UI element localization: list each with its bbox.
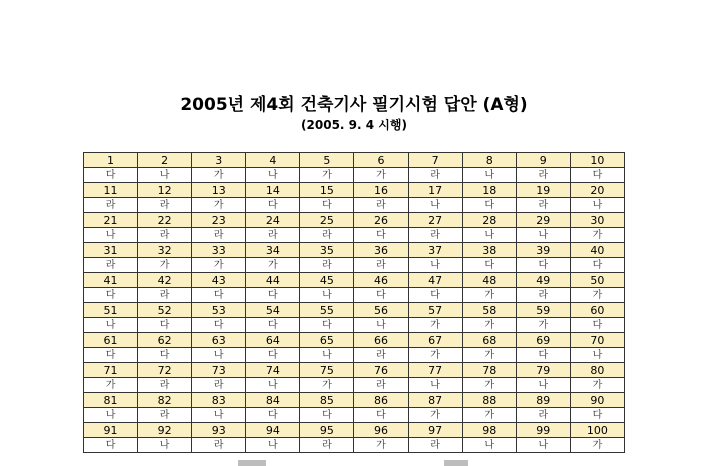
question-number-cell: 25 <box>300 213 354 228</box>
question-number-cell: 98 <box>462 423 516 438</box>
question-number-cell: 85 <box>300 393 354 408</box>
question-number-cell: 86 <box>354 393 408 408</box>
answer-cell: 다 <box>462 258 516 273</box>
question-number-cell: 38 <box>462 243 516 258</box>
answer-cell: 나 <box>462 168 516 183</box>
question-number-cell: 66 <box>354 333 408 348</box>
exam-date: (2005. 9. 4 시행) <box>301 118 407 132</box>
answer-cell: 가 <box>570 228 624 243</box>
question-number-cell: 4 <box>246 153 300 168</box>
question-number-cell: 51 <box>84 303 138 318</box>
question-number-cell: 44 <box>246 273 300 288</box>
answer-cell: 다 <box>570 168 624 183</box>
answer-cell: 나 <box>84 318 138 333</box>
question-number-cell: 31 <box>84 243 138 258</box>
question-number-row <box>84 273 625 288</box>
answer-cell: 나 <box>570 198 624 213</box>
answer-cell: 가 <box>84 378 138 393</box>
question-number-cell: 91 <box>84 423 138 438</box>
question-number-cell: 55 <box>300 303 354 318</box>
answer-table <box>83 152 625 453</box>
question-number-cell: 26 <box>354 213 408 228</box>
answer-cell: 가 <box>354 168 408 183</box>
answer-cell: 나 <box>192 348 246 363</box>
answer-cell: 다 <box>246 348 300 363</box>
question-number-cell: 18 <box>462 183 516 198</box>
answer-cell: 다 <box>246 198 300 213</box>
question-number-cell: 81 <box>84 393 138 408</box>
question-number-row <box>84 393 625 408</box>
answer-cell: 라 <box>84 198 138 213</box>
answer-cell: 라 <box>192 438 246 453</box>
question-number-cell: 14 <box>246 183 300 198</box>
answer-cell: 다 <box>354 408 408 423</box>
question-number-cell: 94 <box>246 423 300 438</box>
answer-cell: 가 <box>354 438 408 453</box>
answer-cell: 나 <box>138 438 192 453</box>
answer-cell: 라 <box>354 258 408 273</box>
answer-cell: 다 <box>300 318 354 333</box>
answer-cell: 다 <box>138 348 192 363</box>
question-number-cell: 1 <box>84 153 138 168</box>
answer-cell: 라 <box>408 228 462 243</box>
question-number-cell: 96 <box>354 423 408 438</box>
question-number-cell: 3 <box>192 153 246 168</box>
answer-cell: 라 <box>516 288 570 303</box>
question-number-cell: 74 <box>246 363 300 378</box>
footer-mark-left <box>238 460 266 466</box>
answer-cell: 나 <box>84 408 138 423</box>
answer-cell: 나 <box>138 168 192 183</box>
question-number-cell: 63 <box>192 333 246 348</box>
question-number-cell: 36 <box>354 243 408 258</box>
answer-cell: 다 <box>570 318 624 333</box>
answer-cell: 나 <box>192 408 246 423</box>
question-number-cell: 65 <box>300 333 354 348</box>
answer-cell: 라 <box>84 258 138 273</box>
answer-cell: 가 <box>462 318 516 333</box>
answer-cell: 라 <box>354 378 408 393</box>
question-number-cell: 22 <box>138 213 192 228</box>
answer-cell: 가 <box>408 348 462 363</box>
answer-cell: 나 <box>408 378 462 393</box>
answer-cell: 가 <box>570 378 624 393</box>
question-number-cell: 100 <box>570 423 624 438</box>
question-number-row <box>84 183 625 198</box>
question-number-cell: 56 <box>354 303 408 318</box>
question-number-cell: 59 <box>516 303 570 318</box>
question-number-cell: 35 <box>300 243 354 258</box>
answer-cell: 다 <box>300 408 354 423</box>
question-number-cell: 15 <box>300 183 354 198</box>
answer-cell: 다 <box>570 258 624 273</box>
answer-cell: 라 <box>408 438 462 453</box>
answer-cell: 가 <box>462 288 516 303</box>
question-number-cell: 12 <box>138 183 192 198</box>
question-number-cell: 48 <box>462 273 516 288</box>
question-number-cell: 76 <box>354 363 408 378</box>
answer-cell: 라 <box>300 438 354 453</box>
answer-cell: 가 <box>408 318 462 333</box>
question-number-cell: 45 <box>300 273 354 288</box>
question-number-cell: 72 <box>138 363 192 378</box>
question-number-cell: 80 <box>570 363 624 378</box>
answer-cell: 나 <box>246 168 300 183</box>
question-number-cell: 99 <box>516 423 570 438</box>
answer-cell: 나 <box>516 438 570 453</box>
answer-cell: 라 <box>192 228 246 243</box>
question-number-cell: 53 <box>192 303 246 318</box>
question-number-cell: 46 <box>354 273 408 288</box>
question-number-cell: 27 <box>408 213 462 228</box>
answer-cell: 라 <box>138 198 192 213</box>
question-number-cell: 54 <box>246 303 300 318</box>
answer-cell: 라 <box>516 408 570 423</box>
question-number-cell: 70 <box>570 333 624 348</box>
answer-cell: 라 <box>300 228 354 243</box>
question-number-cell: 95 <box>300 423 354 438</box>
answer-cell: 가 <box>192 168 246 183</box>
answer-row <box>84 348 625 363</box>
question-number-cell: 69 <box>516 333 570 348</box>
answer-cell: 가 <box>462 378 516 393</box>
question-number-cell: 88 <box>462 393 516 408</box>
question-number-cell: 28 <box>462 213 516 228</box>
question-number-cell: 58 <box>462 303 516 318</box>
question-number-cell: 84 <box>246 393 300 408</box>
question-number-cell: 73 <box>192 363 246 378</box>
question-number-cell: 49 <box>516 273 570 288</box>
answer-row <box>84 198 625 213</box>
question-number-cell: 83 <box>192 393 246 408</box>
answer-cell: 라 <box>138 288 192 303</box>
question-number-cell: 30 <box>570 213 624 228</box>
answer-cell: 라 <box>408 168 462 183</box>
answer-cell: 다 <box>300 198 354 213</box>
question-number-cell: 57 <box>408 303 462 318</box>
answer-cell: 가 <box>570 438 624 453</box>
answer-cell: 라 <box>516 198 570 213</box>
answer-cell: 가 <box>300 168 354 183</box>
question-number-cell: 52 <box>138 303 192 318</box>
answer-cell: 나 <box>408 198 462 213</box>
question-number-cell: 67 <box>408 333 462 348</box>
answer-cell: 라 <box>246 228 300 243</box>
question-number-cell: 19 <box>516 183 570 198</box>
answer-cell: 가 <box>462 408 516 423</box>
question-number-cell: 33 <box>192 243 246 258</box>
answer-cell: 라 <box>300 258 354 273</box>
question-number-cell: 92 <box>138 423 192 438</box>
answer-cell: 다 <box>354 288 408 303</box>
answer-cell: 라 <box>354 348 408 363</box>
answer-cell: 가 <box>516 318 570 333</box>
question-number-cell: 29 <box>516 213 570 228</box>
question-number-cell: 82 <box>138 393 192 408</box>
question-number-cell: 41 <box>84 273 138 288</box>
answer-cell: 다 <box>462 198 516 213</box>
question-number-row <box>84 213 625 228</box>
answer-row <box>84 438 625 453</box>
question-number-row <box>84 303 625 318</box>
answer-cell: 가 <box>462 348 516 363</box>
answer-cell: 가 <box>300 378 354 393</box>
answer-cell: 나 <box>516 378 570 393</box>
question-number-cell: 71 <box>84 363 138 378</box>
question-number-cell: 75 <box>300 363 354 378</box>
answer-cell: 나 <box>570 348 624 363</box>
question-number-cell: 39 <box>516 243 570 258</box>
answer-cell: 가 <box>570 288 624 303</box>
question-number-cell: 32 <box>138 243 192 258</box>
answer-row <box>84 408 625 423</box>
answer-cell: 다 <box>138 318 192 333</box>
answer-row <box>84 318 625 333</box>
answer-cell: 다 <box>84 438 138 453</box>
answer-cell: 다 <box>408 288 462 303</box>
question-number-cell: 13 <box>192 183 246 198</box>
question-number-cell: 61 <box>84 333 138 348</box>
question-number-cell: 5 <box>300 153 354 168</box>
answer-cell: 다 <box>246 408 300 423</box>
answer-cell: 나 <box>354 318 408 333</box>
question-number-cell: 87 <box>408 393 462 408</box>
question-number-row <box>84 423 625 438</box>
question-number-cell: 7 <box>408 153 462 168</box>
question-number-cell: 6 <box>354 153 408 168</box>
answer-cell: 가 <box>192 258 246 273</box>
question-number-cell: 11 <box>84 183 138 198</box>
question-number-cell: 37 <box>408 243 462 258</box>
answer-cell: 가 <box>408 408 462 423</box>
answer-row <box>84 228 625 243</box>
answer-cell: 라 <box>138 228 192 243</box>
answer-cell: 다 <box>84 348 138 363</box>
question-number-cell: 10 <box>570 153 624 168</box>
question-number-cell: 17 <box>408 183 462 198</box>
answer-cell: 가 <box>246 258 300 273</box>
question-number-cell: 93 <box>192 423 246 438</box>
answer-row <box>84 168 625 183</box>
question-number-row <box>84 363 625 378</box>
answer-cell: 다 <box>516 258 570 273</box>
question-number-row <box>84 243 625 258</box>
question-number-cell: 60 <box>570 303 624 318</box>
question-number-cell: 90 <box>570 393 624 408</box>
question-number-cell: 21 <box>84 213 138 228</box>
answer-cell: 가 <box>192 198 246 213</box>
question-number-cell: 68 <box>462 333 516 348</box>
question-number-cell: 40 <box>570 243 624 258</box>
answer-cell: 라 <box>138 378 192 393</box>
question-number-cell: 97 <box>408 423 462 438</box>
answer-cell: 나 <box>462 228 516 243</box>
question-number-cell: 16 <box>354 183 408 198</box>
question-number-cell: 64 <box>246 333 300 348</box>
question-number-row <box>84 333 625 348</box>
answer-cell: 나 <box>408 258 462 273</box>
question-number-cell: 2 <box>138 153 192 168</box>
answer-cell: 다 <box>354 228 408 243</box>
answer-cell: 나 <box>246 438 300 453</box>
page-title: 2005년 제4회 건축기사 필기시험 답안 (A형) <box>180 95 528 115</box>
question-number-cell: 24 <box>246 213 300 228</box>
answer-cell: 다 <box>570 408 624 423</box>
answer-cell: 라 <box>192 378 246 393</box>
answer-cell: 나 <box>300 348 354 363</box>
answer-cell: 나 <box>246 378 300 393</box>
answer-cell: 가 <box>138 258 192 273</box>
answer-cell: 나 <box>300 288 354 303</box>
footer-mark-right <box>444 460 468 466</box>
answer-cell: 다 <box>192 288 246 303</box>
question-number-cell: 23 <box>192 213 246 228</box>
question-number-cell: 50 <box>570 273 624 288</box>
answer-cell: 다 <box>84 288 138 303</box>
answer-cell: 라 <box>138 408 192 423</box>
answer-cell: 다 <box>246 318 300 333</box>
question-number-row <box>84 153 625 168</box>
question-number-cell: 47 <box>408 273 462 288</box>
question-number-cell: 62 <box>138 333 192 348</box>
question-number-cell: 89 <box>516 393 570 408</box>
answer-cell: 라 <box>354 198 408 213</box>
answer-cell: 나 <box>516 228 570 243</box>
question-number-cell: 42 <box>138 273 192 288</box>
question-number-cell: 9 <box>516 153 570 168</box>
answer-cell: 다 <box>246 288 300 303</box>
answer-cell: 다 <box>84 168 138 183</box>
question-number-cell: 8 <box>462 153 516 168</box>
answer-row <box>84 258 625 273</box>
question-number-cell: 43 <box>192 273 246 288</box>
question-number-cell: 34 <box>246 243 300 258</box>
answer-cell: 다 <box>192 318 246 333</box>
answer-cell: 나 <box>462 438 516 453</box>
question-number-cell: 20 <box>570 183 624 198</box>
question-number-cell: 78 <box>462 363 516 378</box>
answer-cell: 다 <box>516 348 570 363</box>
question-number-cell: 79 <box>516 363 570 378</box>
question-number-cell: 77 <box>408 363 462 378</box>
answer-cell: 나 <box>84 228 138 243</box>
answer-cell: 라 <box>516 168 570 183</box>
answer-row <box>84 288 625 303</box>
answer-row <box>84 378 625 393</box>
